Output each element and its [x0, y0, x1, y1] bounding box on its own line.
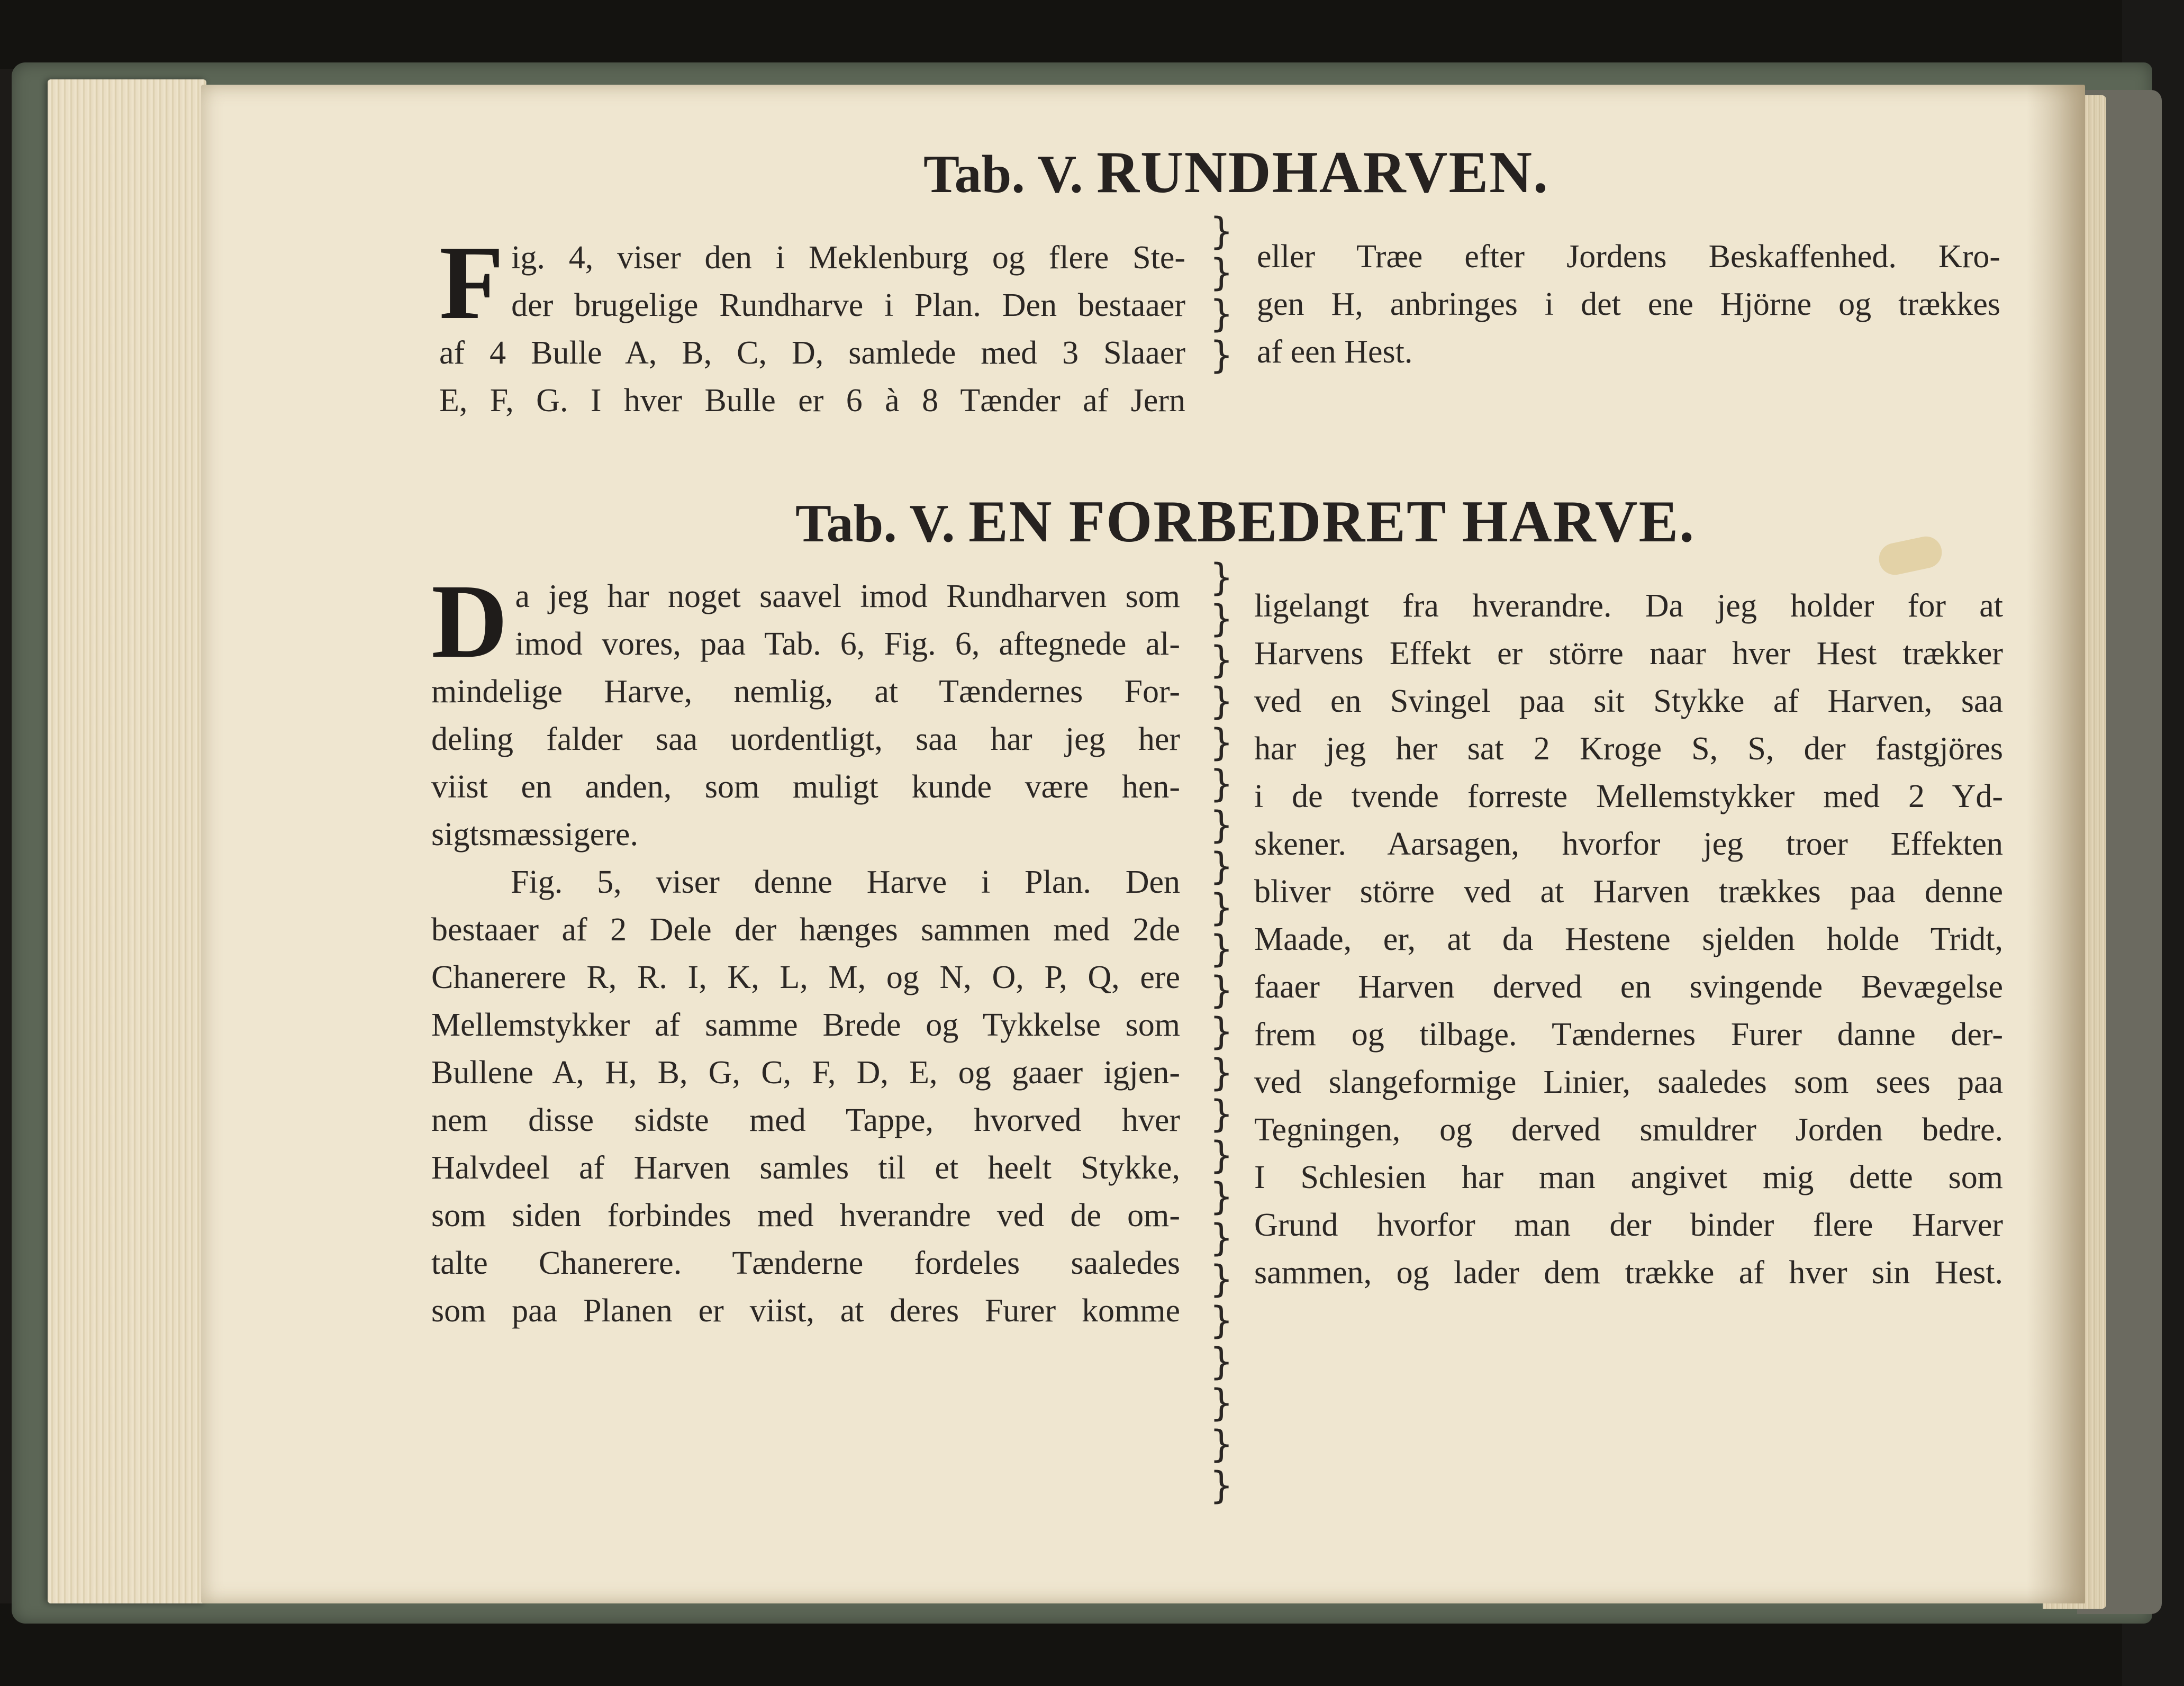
section2-left-column	[431, 563, 1180, 1335]
text-line: som paa Planen er viist, at deres Furer komme	[431, 1293, 1180, 1329]
text-line: i de tvende forreste Mellemstykker med 2 Yd-	[1254, 778, 2003, 814]
drop-cap: D	[431, 563, 508, 680]
text-line: Maade, er, at da Hestene sjelden holde Tridt,	[1254, 921, 2003, 957]
drop-cap: F	[439, 224, 504, 341]
section-heading-forbedret-harve	[795, 488, 1695, 556]
section1-left-column	[439, 224, 1185, 424]
heading-prefix: Tab. V.	[795, 494, 955, 554]
text-line: Tegningen, og derved smuldrer Jorden bedre.	[1254, 1112, 2003, 1148]
section2-right-column	[1254, 582, 2003, 1297]
text-line: nem disse sidste med Tappe, hvorved hver	[431, 1102, 1180, 1138]
text-line: Bullene A, H, B, G, C, F, D, E, og gaaer igjen-	[431, 1055, 1180, 1091]
text-line: faaer Harven derved en svingende Bevægelse	[1254, 969, 2003, 1005]
text-line: ligelangt fra hverandre. Da jeg holder for at	[1254, 588, 2003, 624]
section1-right-column	[1257, 233, 2000, 376]
text-line: eller Træe efter Jordens Beskaffenhed. Kro-	[1257, 239, 2000, 275]
text-line: som siden forbindes med hverandre ved de om-	[431, 1198, 1180, 1234]
section-heading-rundharven	[923, 139, 1549, 207]
text-line: deling falder saa uordentligt, saa har jeg her	[431, 721, 1180, 757]
text-line: af 4 Bulle A, B, C, D, samlede med 3 Slaaer	[439, 335, 1185, 371]
text-line: ved slangeformige Linier, saaledes som sees paa	[1254, 1064, 2003, 1100]
text-line: har jeg her sat 2 Kroge S, S, der fastgjöres	[1254, 731, 2003, 767]
text-line: a jeg har noget saavel imod Rundharven som	[515, 578, 1180, 614]
text-line: talte Chanerere. Tænderne fordeles saaledes	[431, 1245, 1180, 1281]
text-line: ig. 4, viser den i Meklenburg og flere Ste-	[511, 240, 1185, 276]
text-line: der brugelige Rundharve i Plan. Den bestaaer	[511, 287, 1185, 323]
heading-prefix: Tab. V.	[923, 144, 1083, 204]
page-stack-left	[48, 79, 206, 1603]
text-line: gen H, anbringes i det ene Hjörne og trækkes	[1257, 286, 2000, 322]
text-line: Fig. 5, viser denne Harve i Plan. Den	[511, 864, 1180, 900]
text-line: E, F, G. I hver Bulle er 6 à 8 Tænder af Jern	[439, 383, 1185, 419]
text-line: skener. Aarsagen, hvorfor jeg troer Effekten	[1254, 826, 2003, 862]
text-line: mindelige Harve, nemlig, at Tændernes For-	[431, 674, 1180, 710]
text-line: imod vores, paa Tab. 6, Fig. 6, aftegnede al-	[515, 626, 1180, 662]
text-line: Grund hvorfor man der binder flere Harver	[1254, 1207, 2003, 1243]
text-line: frem og tilbage. Tændernes Furer danne der-	[1254, 1017, 2003, 1053]
gutter-shadow	[2027, 85, 2085, 1603]
text-line: af een Hest.	[1257, 334, 1413, 370]
text-line: Harvens Effekt er större naar hver Hest trækker	[1254, 636, 2003, 672]
text-line: sammen, og lader dem trække af hver sin Hest.	[1254, 1255, 2003, 1291]
heading-title: RUNDHARVEN.	[1096, 140, 1549, 205]
text-line: ved en Svingel paa sit Stykke af Harven, saa	[1254, 683, 2003, 719]
text-line: bliver större ved at Harven trækkes paa denne	[1254, 874, 2003, 910]
text-line: viist en anden, som muligt kunde være hen-	[431, 769, 1180, 805]
heading-title: EN FORBEDRET HARVE.	[968, 489, 1696, 555]
background-top	[0, 0, 2184, 69]
column-separator-bottom: } } } } } } } } } } } } } } } } } } } } } } }	[1210, 556, 1233, 1507]
column-separator-top: } } } }	[1210, 210, 1233, 377]
text-line: bestaaer af 2 Dele der hænges sammen med 2de	[431, 912, 1180, 948]
text-line: Chanerere R, R. I, K, L, M, og N, O, P, Q, ere	[431, 959, 1180, 995]
text-line: Mellemstykker af samme Brede og Tykkelse som	[431, 1007, 1180, 1043]
text-line: sigtsmæssigere.	[431, 817, 638, 853]
text-line: Halvdeel af Harven samles til et heelt Stykke,	[431, 1150, 1180, 1186]
text-line: I Schlesien har man angivet mig dette som	[1254, 1159, 2003, 1195]
